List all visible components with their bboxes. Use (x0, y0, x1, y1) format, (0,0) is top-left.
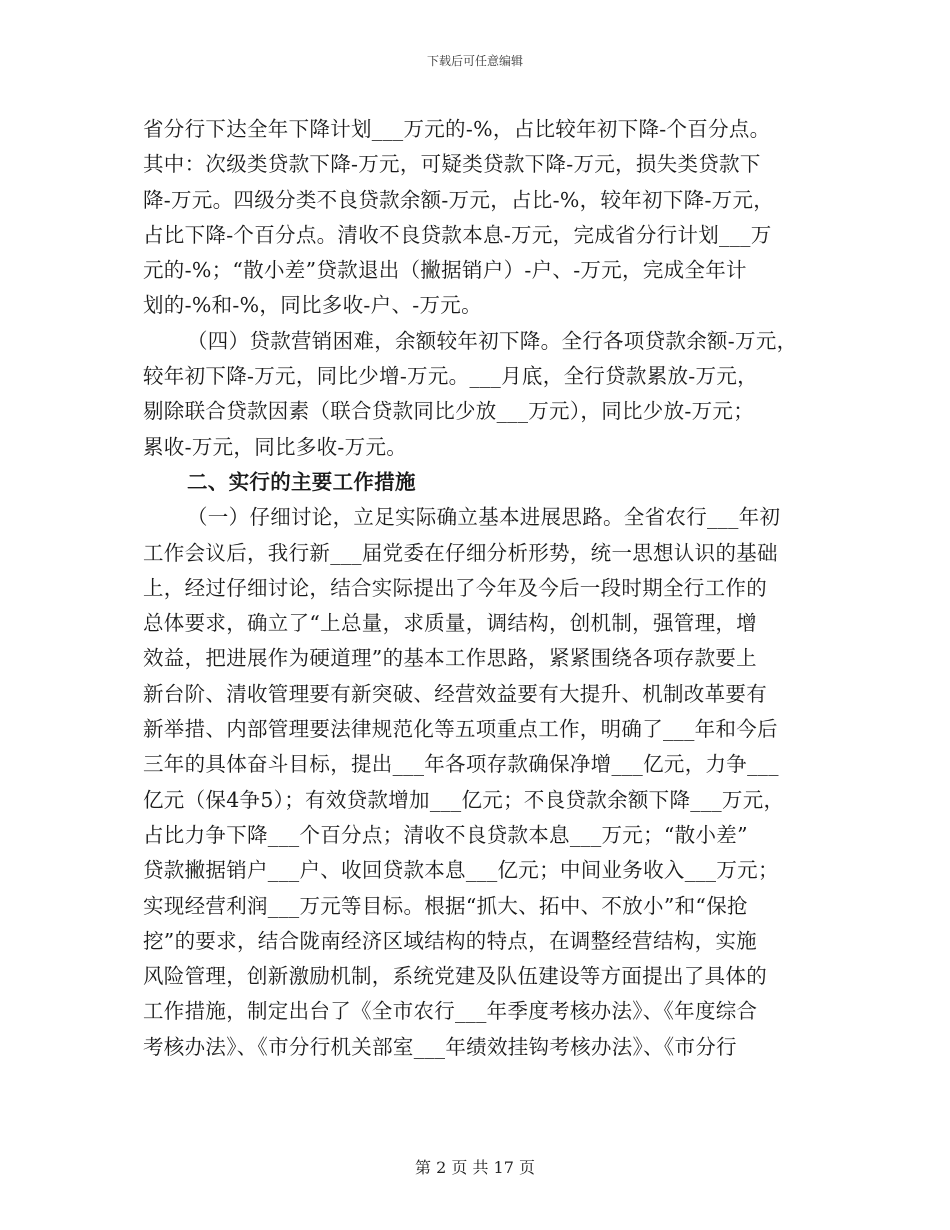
body-line: 占比下降-个百分点。清收不良贷款本息-万元，完成省分行计划___万 (143, 222, 772, 247)
body-line: 剔除联合贷款因素（联合贷款同比少放___万元），同比少放-万元； (143, 399, 755, 424)
body-line: 考核办法》、《市分行机关部室___年绩效挂钩考核办法》、《市分行 (143, 1034, 737, 1059)
section-heading: 二、实行的主要工作措施 (187, 469, 416, 494)
body-line: 效益，把进展作为硬道理”的基本工作思路，紧紧围绕各项存款要上 (143, 646, 757, 671)
body-line: 上，经过仔细讨论，结合实际提出了今年及今后一段时期全行工作的 (143, 575, 767, 600)
page-footer: 第 2 页 共 17 页 (415, 1158, 535, 1177)
body-line: 三年的具体奋斗目标，提出___年各项存款确保净增___亿元，力争___ (143, 752, 779, 777)
body-line: 新举措、内部管理要法律规范化等五项重点工作，明确了___年和今后 (143, 717, 778, 742)
body-line: 贷款撇据销户___户、收回贷款本息___亿元；中间业务收入___万元； (143, 858, 779, 883)
body-line: 总体要求，确立了“上总量，求质量，调结构，创机制，强管理，增 (143, 611, 757, 636)
page-header: 下载后可任意编辑 (426, 54, 523, 68)
body-line: 其中：次级类贷款下降-万元，可疑类贷款下降-万元，损失类贷款下 (143, 152, 761, 177)
body-line: 降-万元。四级分类不良贷款余额-万元，占比-%，较年初下降-万元， (143, 187, 775, 212)
body-line: 风险管理，创新激励机制，系统党建及队伍建设等方面提出了具体的 (143, 964, 767, 989)
paragraph-start-line: （四）贷款营销困难，余额较年初下降。全行各项贷款余额-万元， (187, 328, 798, 353)
body-line: 工作会议后，我行新___届党委在仔细分析形势，统一思想认识的基础 (143, 540, 778, 565)
paragraph-start-line: （一）仔细讨论，立足实际确立基本进展思路。全省农行___年初 (187, 505, 781, 530)
body-line: 实现经营利润___万元等目标。根据“抓大、拓中、不放小”和“保抢 (143, 893, 748, 918)
body-line: 占比力争下降___个百分点；清收不良贷款本息___万元；“散小差” (143, 822, 748, 847)
body-line: 较年初下降-万元，同比少增-万元。___月底，全行贷款累放-万元， (143, 364, 758, 389)
body-line: 累收-万元，同比多收-万元。 (143, 434, 408, 459)
body-line: 省分行下达全年下降计划___万元的-%，占比较年初下降-个百分点。 (143, 117, 771, 141)
body-line: 新台阶、清收管理要有新突破、经营效益要有大提升、机制改革要有 (143, 681, 767, 706)
body-line: 挖”的要求，结合陇南经济区域结构的特点，在调整经营结构，实施 (143, 928, 757, 953)
body-line: 亿元（保4争5）；有效贷款增加___亿元；不良贷款余额下降___万元， (143, 787, 785, 812)
body-line: 元的-%；“散小差”贷款退出（撇据销户）-户、-万元，完成全年计 (143, 258, 747, 283)
body-line: 工作措施，制定出台了《全市农行___年季度考核办法》、《年度综合 (143, 999, 758, 1024)
body-line: 划的-%和-%，同比多收-户、-万元。 (143, 293, 482, 318)
document-body (143, 112, 823, 1065)
